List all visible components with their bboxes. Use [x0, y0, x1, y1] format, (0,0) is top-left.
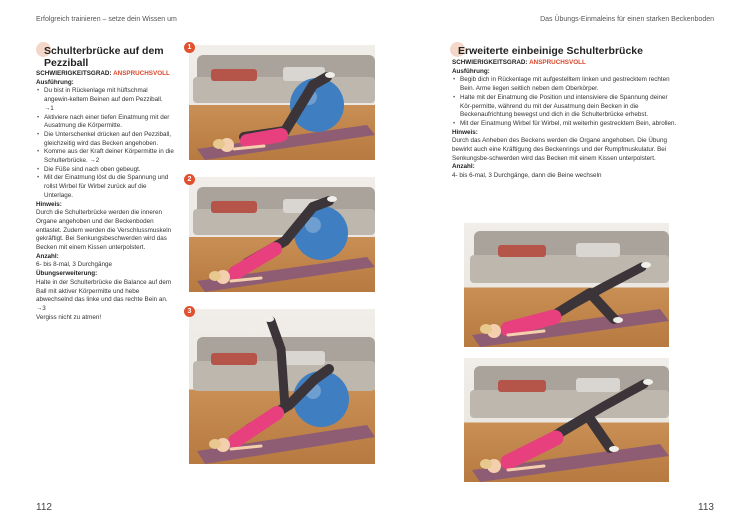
- extension-label: Übungserweiterung:: [36, 270, 98, 278]
- extension-text: Halte in der Schulterbrücke die Balance auf dem Ball mit aktiver Körpermitte und hebe abwechselnd das linke und das rechte Bein an. →3: [36, 278, 172, 312]
- photo-illustration: [189, 45, 375, 160]
- execution-steps: [36, 87, 174, 200]
- photo-illustration: [464, 358, 669, 482]
- exercise-title-text: Erweiterte einbeinige Schulterbrücke: [458, 45, 643, 57]
- step-item: • Aktiviere nach einer tiefen Einatmung mit der Ausatmung die Körpermitte.: [36, 114, 174, 131]
- photo-illustration: [189, 177, 375, 292]
- right-page-number: 113: [698, 502, 714, 513]
- extension-tip: Vergiss nicht zu atmen!: [36, 313, 102, 321]
- step-item: • Die Unterschenkel drücken auf den Pezziball, gleichzeitig wird das Becken angehoben.: [36, 131, 174, 148]
- right-running-head: Das Übungs-Einmaleins für einen starken Beckenboden: [540, 16, 714, 23]
- left-running-head: Erfolgreich trainieren – setze dein Wissen um: [36, 16, 177, 23]
- exercise-photo-2: [189, 177, 375, 292]
- right-instructions: [452, 59, 680, 181]
- step-item: • Du bist in Rückenlage mit hüftschmal angewin-keltem Beinen auf dem Pezziball. →1: [36, 87, 174, 113]
- photo-illustration: [189, 309, 375, 464]
- step-badge-2: 2: [184, 174, 195, 185]
- execution-label: Ausführung:: [452, 67, 490, 75]
- difficulty-label: SCHWIERIGKEITSGRAD:: [36, 70, 112, 77]
- step-item: • Die Füße sind nach oben gebeugt.: [36, 166, 174, 175]
- exercise-title: [458, 45, 698, 57]
- note-text: Durch das Anheben des Beckens werden die Organe angehoben. Die Übung bewirkt auch eine Kräftigung des Beckenrings und der Rumpfmuskulatur. Bei Senkungsbe-schwerden wird das Becken mit einem Kissen unterpolstert.: [452, 137, 667, 162]
- left-instructions: [36, 70, 174, 322]
- note-label: Hinweis:: [36, 200, 62, 208]
- count-text: 6- bis 8-mal, 3 Durchgänge: [36, 261, 112, 269]
- exercise-photo-5: [464, 358, 669, 482]
- count-label: Anzahl:: [36, 252, 59, 260]
- exercise-title-text: Schulterbrücke auf dem Pezziball: [44, 45, 164, 69]
- count-label: Anzahl:: [452, 163, 475, 171]
- difficulty-label: SCHWIERIGKEITSGRAD:: [452, 59, 528, 66]
- step-item: • Halte mit der Einatmung die Position und intensiviere die Spannung deiner Kör-permitte, während du mit der Ausatmung dein Becken in die Beckenaufrichtung bewegst und dich in die Schulterbrücke erhebst.: [452, 94, 680, 120]
- left-page-number: 112: [36, 502, 52, 513]
- difficulty-value: ANSPRUCHSVOLL: [113, 70, 170, 77]
- difficulty-value: ANSPRUCHSVOLL: [529, 59, 586, 66]
- photo-illustration: [464, 223, 669, 347]
- note-label: Hinweis:: [452, 128, 478, 136]
- step-item: • Mit der Einatmung löst du die Spannung und rollst Wirbel für Wirbel zurück auf die Unterlage.: [36, 174, 174, 200]
- exercise-photo-4: [464, 223, 669, 347]
- step-badge-1: 1: [184, 42, 195, 53]
- step-item: • Begib dich in Rückenlage mit aufgestelltem linken und gestrecktem rechten Bein. Arme liegen seitlich neben dem Oberkörper.: [452, 76, 680, 93]
- step-badge-3: 3: [184, 306, 195, 317]
- exercise-title: [44, 45, 179, 69]
- exercise-photo-1: [189, 45, 375, 160]
- count-text: 4- bis 6-mal, 3 Durchgänge, dann die Beine wechseln: [452, 172, 602, 180]
- difficulty-line: [452, 59, 680, 68]
- note-text: Durch die Schulterbrücke werden die inneren Organe angehoben und der Beckenboden entlastet. Zudem werden die Verschlussmuskeln gekräftigt. Bei Senkungsbeschwerden wird das Becken mit einem Kissen unterpolstert.: [36, 209, 172, 252]
- difficulty-line: [36, 70, 174, 79]
- exercise-photo-3: [189, 309, 375, 464]
- step-item: • Komme aus der Kraft deiner Körpermitte in die Schulterbrücke. →2: [36, 148, 174, 165]
- execution-label: Ausführung:: [36, 78, 74, 86]
- execution-steps: [452, 76, 680, 128]
- step-item: • Mit der Einatmung Wirbel für Wirbel, mit weiterhin gestrecktem Bein, abrollen.: [452, 120, 680, 129]
